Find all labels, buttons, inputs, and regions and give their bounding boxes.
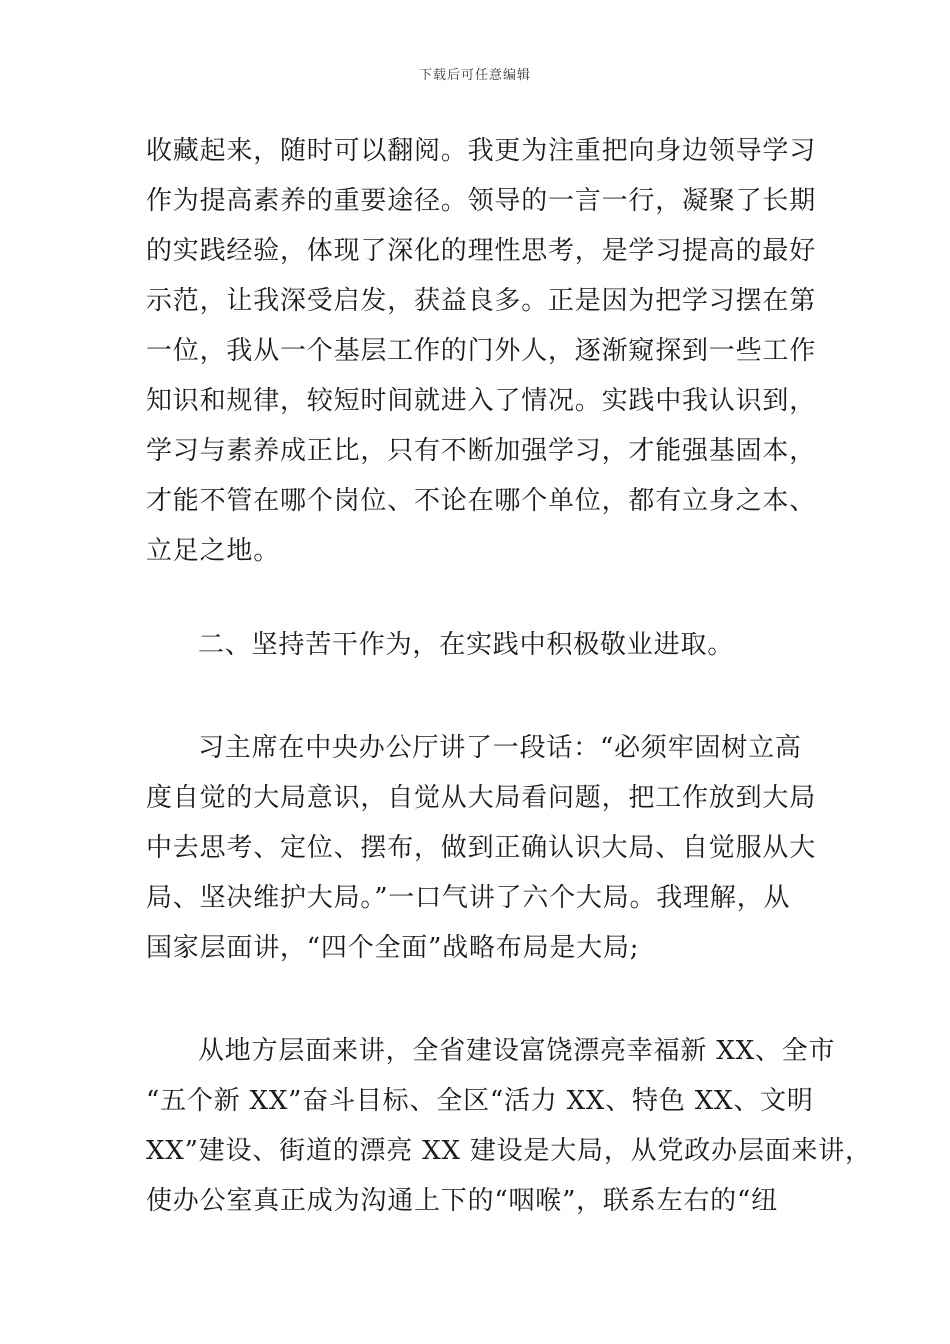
text-line: 学习与素养成正比，只有不断加强学习，才能强基固本， <box>146 436 817 466</box>
text-line: 度自觉的大局意识，自觉从大局看问题，把工作放到大局 <box>146 783 817 813</box>
text-line: 使办公室真正成为沟通上下的“咽喉”，联系左右的“纽 <box>146 1186 778 1216</box>
text-line: 作为提高素养的重要途径。领导的一言一行，凝聚了长期 <box>146 186 817 216</box>
text-line: 从地方层面来讲，全省建设富饶漂亮幸福新 XX、全市 <box>198 1036 836 1066</box>
text-line: XX”建设、街道的漂亮 XX 建设是大局，从党政办层面来讲， <box>146 1136 872 1166</box>
text-line: 立足之地。 <box>146 536 281 566</box>
section-heading <box>146 620 846 670</box>
text-line: 示范，让我深受启发，获益良多。正是因为把学习摆在第 <box>146 286 817 316</box>
paragraph-3 <box>146 723 846 973</box>
page-header: 下载后可任意编辑 <box>418 68 531 83</box>
text-line: “五个新 XX”奋斗目标、全区“活力 XX、特色 XX、文明 <box>146 1086 814 1116</box>
text-line: 中去思考、定位、摆布，做到正确认识大局、自觉服从大 <box>146 833 817 863</box>
text-line: 国家层面讲，“四个全面”战略布局是大局; <box>146 933 640 963</box>
heading-line: 二、坚持苦干作为，在实践中积极敬业进取。 <box>198 630 735 660</box>
paragraph-4 <box>146 1026 872 1226</box>
text-line: 才能不管在哪个岗位、不论在哪个单位，都有立身之本、 <box>146 486 817 516</box>
text-line: 知识和规律，较短时间就进入了情况。实践中我认识到， <box>146 386 817 416</box>
text-line: 习主席在中央办公厅讲了一段话：“必须牢固树立高 <box>198 733 802 763</box>
text-line: 一位，我从一个基层工作的门外人，逐渐窥探到一些工作 <box>146 336 817 366</box>
text-line: 的实践经验，体现了深化的理性思考，是学习提高的最好 <box>146 236 817 266</box>
text-line: 局、坚决维护大局。”一口气讲了六个大局。我理解，从 <box>146 883 791 913</box>
text-line: 收藏起来，随时可以翻阅。我更为注重把向身边领导学习 <box>146 136 817 166</box>
paragraph-1 <box>146 126 846 576</box>
